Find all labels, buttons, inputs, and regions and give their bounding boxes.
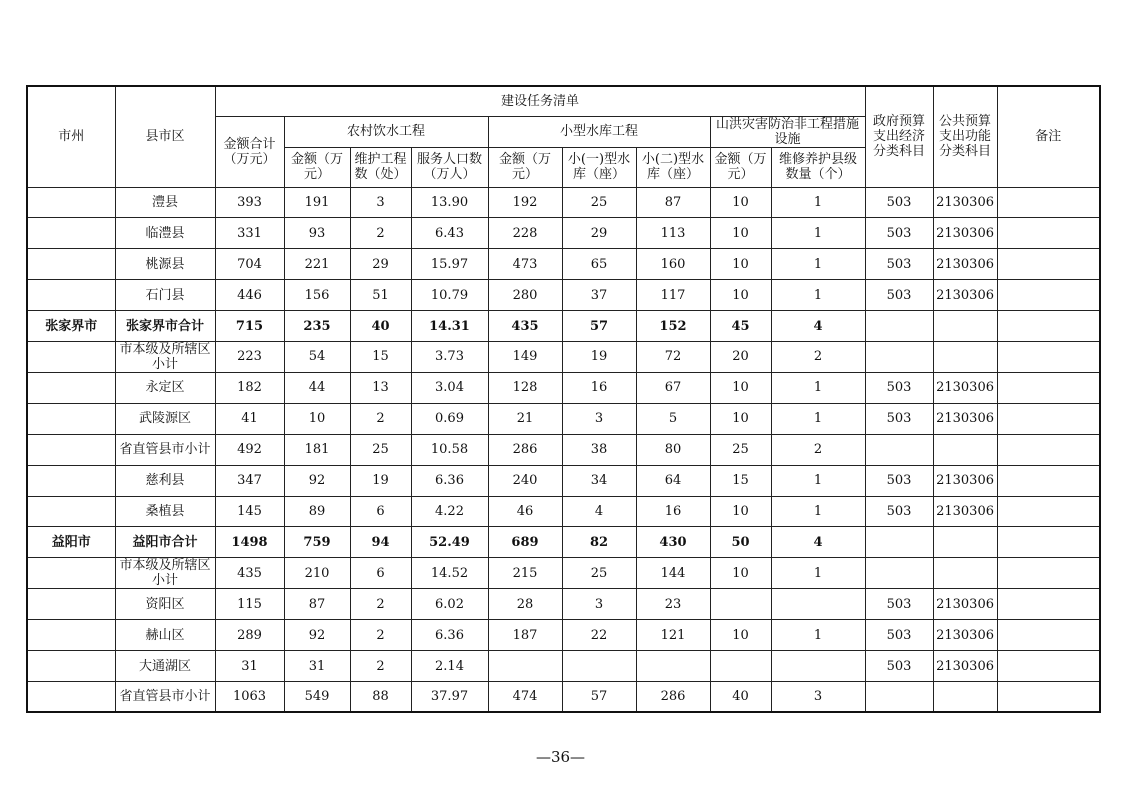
table-cell xyxy=(27,434,115,465)
header-sr-amount: 金额（万元） xyxy=(488,147,562,187)
table-cell: 1 xyxy=(771,403,865,434)
table-cell: 10 xyxy=(710,620,771,651)
table-cell: 6.36 xyxy=(411,620,488,651)
table-cell: 15 xyxy=(350,341,411,372)
table-cell: 资阳区 xyxy=(115,589,215,620)
table-cell: 221 xyxy=(284,249,350,280)
table-cell xyxy=(27,589,115,620)
table-cell xyxy=(27,341,115,372)
table-row xyxy=(27,589,1100,620)
table-cell xyxy=(865,434,933,465)
table-cell xyxy=(997,558,1100,589)
table-cell: 94 xyxy=(350,527,411,558)
table-cell: 13.90 xyxy=(411,187,488,218)
table-cell: 2130306 xyxy=(933,651,997,682)
table-cell: 6 xyxy=(350,558,411,589)
table-cell: 2 xyxy=(350,403,411,434)
table-cell xyxy=(27,620,115,651)
table-cell: 152 xyxy=(636,311,710,342)
table-cell: 40 xyxy=(710,681,771,712)
budget-table xyxy=(26,85,1101,713)
table-cell: 慈利县 xyxy=(115,465,215,496)
table-cell: 21 xyxy=(488,403,562,434)
table-cell: 145 xyxy=(215,496,284,527)
table-cell: 1 xyxy=(771,249,865,280)
table-cell: 80 xyxy=(636,434,710,465)
table-cell: 3 xyxy=(562,403,636,434)
table-cell: 澧县 xyxy=(115,187,215,218)
header-task-list: 建设任务清单 xyxy=(215,86,865,116)
table-cell: 省直管县市小计 xyxy=(115,434,215,465)
table-cell: 192 xyxy=(488,187,562,218)
table-cell xyxy=(997,341,1100,372)
table-cell xyxy=(865,558,933,589)
table-cell: 10 xyxy=(710,280,771,311)
table-cell: 503 xyxy=(865,187,933,218)
table-cell: 1 xyxy=(771,187,865,218)
table-cell: 430 xyxy=(636,527,710,558)
table-cell: 57 xyxy=(562,681,636,712)
table-cell: 473 xyxy=(488,249,562,280)
table-cell: 1 xyxy=(771,496,865,527)
table-cell xyxy=(27,280,115,311)
table-cell: 10 xyxy=(710,218,771,249)
table-cell xyxy=(865,527,933,558)
table-cell xyxy=(997,372,1100,403)
table-cell: 4 xyxy=(562,496,636,527)
table-cell: 144 xyxy=(636,558,710,589)
table-cell: 149 xyxy=(488,341,562,372)
table-row xyxy=(27,434,1100,465)
table-cell: 446 xyxy=(215,280,284,311)
table-cell: 3.73 xyxy=(411,341,488,372)
table-cell: 2130306 xyxy=(933,187,997,218)
table-cell: 武陵源区 xyxy=(115,403,215,434)
table-cell: 16 xyxy=(562,372,636,403)
table-cell xyxy=(997,465,1100,496)
table-cell: 张家界市 xyxy=(27,311,115,342)
header-remark: 备注 xyxy=(997,86,1100,187)
table-row xyxy=(27,187,1100,218)
table-cell: 503 xyxy=(865,280,933,311)
table-cell: 223 xyxy=(215,341,284,372)
table-cell xyxy=(771,651,865,682)
table-row xyxy=(27,651,1100,682)
table-row xyxy=(27,311,1100,342)
table-cell: 1 xyxy=(771,372,865,403)
table-cell: 1498 xyxy=(215,527,284,558)
table-cell xyxy=(27,681,115,712)
table-cell: 191 xyxy=(284,187,350,218)
table-cell: 128 xyxy=(488,372,562,403)
table-cell xyxy=(27,218,115,249)
table-cell: 23 xyxy=(636,589,710,620)
table-cell: 1 xyxy=(771,620,865,651)
table-cell: 51 xyxy=(350,280,411,311)
table-cell: 89 xyxy=(284,496,350,527)
table-cell xyxy=(710,589,771,620)
table-cell: 181 xyxy=(284,434,350,465)
table-row xyxy=(27,341,1100,372)
table-row xyxy=(27,218,1100,249)
header-rw-maint: 维护工程数（处） xyxy=(350,147,411,187)
table-cell: 46 xyxy=(488,496,562,527)
table-cell: 桃源县 xyxy=(115,249,215,280)
table-cell: 64 xyxy=(636,465,710,496)
table-cell: 93 xyxy=(284,218,350,249)
table-cell: 5 xyxy=(636,403,710,434)
table-cell: 1 xyxy=(771,218,865,249)
table-cell: 393 xyxy=(215,187,284,218)
table-cell: 40 xyxy=(350,311,411,342)
table-cell: 31 xyxy=(215,651,284,682)
table-cell: 3.04 xyxy=(411,372,488,403)
table-cell: 14.31 xyxy=(411,311,488,342)
table-cell: 286 xyxy=(488,434,562,465)
table-row xyxy=(27,280,1100,311)
table-cell: 大通湖区 xyxy=(115,651,215,682)
table-cell: 2130306 xyxy=(933,620,997,651)
table-cell: 503 xyxy=(865,249,933,280)
table-cell: 759 xyxy=(284,527,350,558)
header-gov-budget: 政府预算支出经济分类科目 xyxy=(865,86,933,187)
table-cell xyxy=(27,403,115,434)
table-cell: 503 xyxy=(865,589,933,620)
table-cell: 289 xyxy=(215,620,284,651)
table-cell: 92 xyxy=(284,620,350,651)
table-cell: 503 xyxy=(865,465,933,496)
header-sr-small1: 小(一)型水库（座） xyxy=(562,147,636,187)
table-cell xyxy=(27,651,115,682)
table-cell xyxy=(997,434,1100,465)
header-fl-amount: 金额（万元） xyxy=(710,147,771,187)
table-cell: 72 xyxy=(636,341,710,372)
table-cell: 2 xyxy=(350,589,411,620)
header-public-budget: 公共预算支出功能分类科目 xyxy=(933,86,997,187)
table-cell: 1 xyxy=(771,465,865,496)
table-cell: 113 xyxy=(636,218,710,249)
table-cell: 1 xyxy=(771,280,865,311)
table-cell xyxy=(27,558,115,589)
table-cell: 2130306 xyxy=(933,218,997,249)
table-cell: 29 xyxy=(562,218,636,249)
table-cell: 10 xyxy=(710,187,771,218)
table-cell: 54 xyxy=(284,341,350,372)
table-cell: 689 xyxy=(488,527,562,558)
table-cell: 3 xyxy=(562,589,636,620)
header-rural-water: 农村饮水工程 xyxy=(284,116,488,147)
table-row xyxy=(27,496,1100,527)
table-cell: 347 xyxy=(215,465,284,496)
table-cell: 0.69 xyxy=(411,403,488,434)
table-cell: 41 xyxy=(215,403,284,434)
table-cell xyxy=(997,651,1100,682)
table-cell: 6.36 xyxy=(411,465,488,496)
table-cell: 4 xyxy=(771,527,865,558)
table-cell: 25 xyxy=(710,434,771,465)
table-cell xyxy=(933,311,997,342)
table-row xyxy=(27,403,1100,434)
table-cell: 2 xyxy=(350,620,411,651)
table-cell: 10 xyxy=(710,496,771,527)
header-city: 市州 xyxy=(27,86,115,187)
header-small-reservoir: 小型水库工程 xyxy=(488,116,710,147)
table-cell: 235 xyxy=(284,311,350,342)
table-cell: 益阳市合计 xyxy=(115,527,215,558)
table-cell: 187 xyxy=(488,620,562,651)
table-cell: 280 xyxy=(488,280,562,311)
table-cell: 6.43 xyxy=(411,218,488,249)
header-rw-pop: 服务人口数（万人） xyxy=(411,147,488,187)
table-cell: 4 xyxy=(771,311,865,342)
table-cell xyxy=(865,681,933,712)
table-cell: 87 xyxy=(284,589,350,620)
table-cell xyxy=(933,527,997,558)
table-cell: 10 xyxy=(710,249,771,280)
table-cell: 503 xyxy=(865,403,933,434)
table-cell: 210 xyxy=(284,558,350,589)
table-cell: 117 xyxy=(636,280,710,311)
table-cell: 22 xyxy=(562,620,636,651)
table-cell: 38 xyxy=(562,434,636,465)
table-cell: 435 xyxy=(488,311,562,342)
table-cell xyxy=(865,341,933,372)
table-cell: 临澧县 xyxy=(115,218,215,249)
table-cell: 10 xyxy=(710,558,771,589)
table-cell: 15 xyxy=(710,465,771,496)
table-cell: 331 xyxy=(215,218,284,249)
table-cell: 2 xyxy=(350,651,411,682)
table-cell: 3 xyxy=(771,681,865,712)
table-cell: 45 xyxy=(710,311,771,342)
table-cell: 10 xyxy=(284,403,350,434)
table-cell: 永定区 xyxy=(115,372,215,403)
table-cell: 65 xyxy=(562,249,636,280)
table-cell xyxy=(997,218,1100,249)
table-cell: 92 xyxy=(284,465,350,496)
table-row xyxy=(27,558,1100,589)
table-cell: 2130306 xyxy=(933,372,997,403)
table-cell xyxy=(27,249,115,280)
table-cell: 29 xyxy=(350,249,411,280)
table-cell: 87 xyxy=(636,187,710,218)
table-cell: 182 xyxy=(215,372,284,403)
table-cell: 益阳市 xyxy=(27,527,115,558)
table-cell: 435 xyxy=(215,558,284,589)
table-cell xyxy=(997,496,1100,527)
table-row xyxy=(27,372,1100,403)
table-cell: 20 xyxy=(710,341,771,372)
table-cell xyxy=(997,187,1100,218)
table-cell: 25 xyxy=(562,187,636,218)
page-number: —36— xyxy=(535,748,586,766)
table-cell: 2130306 xyxy=(933,403,997,434)
table-cell: 2 xyxy=(350,218,411,249)
table-cell: 1 xyxy=(771,558,865,589)
table-cell: 10.79 xyxy=(411,280,488,311)
table-cell: 2 xyxy=(771,434,865,465)
table-cell: 2130306 xyxy=(933,280,997,311)
table-cell: 2130306 xyxy=(933,465,997,496)
table-cell: 88 xyxy=(350,681,411,712)
table-cell: 67 xyxy=(636,372,710,403)
table-cell: 2.14 xyxy=(411,651,488,682)
table-cell: 503 xyxy=(865,651,933,682)
table-cell: 57 xyxy=(562,311,636,342)
table-cell xyxy=(997,249,1100,280)
table-cell: 228 xyxy=(488,218,562,249)
table-cell: 10.58 xyxy=(411,434,488,465)
table-row xyxy=(27,465,1100,496)
header-sr-small2: 小(二)型水库（座） xyxy=(636,147,710,187)
table-cell: 10 xyxy=(710,372,771,403)
table-cell: 6 xyxy=(350,496,411,527)
table-cell xyxy=(933,558,997,589)
table-cell: 82 xyxy=(562,527,636,558)
table-cell: 15.97 xyxy=(411,249,488,280)
table-cell: 6.02 xyxy=(411,589,488,620)
table-cell xyxy=(997,403,1100,434)
table-cell xyxy=(997,311,1100,342)
table-cell xyxy=(997,620,1100,651)
table-cell xyxy=(488,651,562,682)
table-cell xyxy=(562,651,636,682)
table-cell xyxy=(997,681,1100,712)
table-cell: 715 xyxy=(215,311,284,342)
table-cell: 25 xyxy=(350,434,411,465)
header-rw-amount: 金额（万元） xyxy=(284,147,350,187)
table-cell: 37.97 xyxy=(411,681,488,712)
table-cell: 25 xyxy=(562,558,636,589)
table-cell xyxy=(27,465,115,496)
table-cell: 2130306 xyxy=(933,496,997,527)
table-cell: 121 xyxy=(636,620,710,651)
table-cell: 市本级及所辖区小计 xyxy=(115,341,215,372)
table-cell: 44 xyxy=(284,372,350,403)
table-cell: 19 xyxy=(562,341,636,372)
table-cell xyxy=(933,341,997,372)
table-cell: 474 xyxy=(488,681,562,712)
table-cell xyxy=(710,651,771,682)
table-cell xyxy=(997,280,1100,311)
table-cell: 37 xyxy=(562,280,636,311)
table-cell: 14.52 xyxy=(411,558,488,589)
table-cell: 286 xyxy=(636,681,710,712)
table-cell: 549 xyxy=(284,681,350,712)
table-cell: 34 xyxy=(562,465,636,496)
table-cell: 503 xyxy=(865,620,933,651)
table-cell: 156 xyxy=(284,280,350,311)
table-cell xyxy=(997,589,1100,620)
table-cell xyxy=(771,589,865,620)
header-total: 金额合计（万元） xyxy=(215,116,284,187)
table-cell: 10 xyxy=(710,403,771,434)
table-cell xyxy=(27,372,115,403)
table-cell: 50 xyxy=(710,527,771,558)
table-cell: 19 xyxy=(350,465,411,496)
table-cell: 张家界市合计 xyxy=(115,311,215,342)
table-cell: 省直管县市小计 xyxy=(115,681,215,712)
table-cell: 160 xyxy=(636,249,710,280)
table-cell: 赫山区 xyxy=(115,620,215,651)
table-cell xyxy=(933,434,997,465)
table-row xyxy=(27,681,1100,712)
header-flood: 山洪灾害防治非工程措施设施 xyxy=(710,116,865,147)
table-cell: 503 xyxy=(865,496,933,527)
table-cell: 2130306 xyxy=(933,249,997,280)
table-cell: 115 xyxy=(215,589,284,620)
table-cell: 市本级及所辖区小计 xyxy=(115,558,215,589)
table-cell: 503 xyxy=(865,218,933,249)
table-cell: 16 xyxy=(636,496,710,527)
table-cell: 13 xyxy=(350,372,411,403)
table-cell: 240 xyxy=(488,465,562,496)
table-cell: 3 xyxy=(350,187,411,218)
table-cell xyxy=(997,527,1100,558)
table-cell: 704 xyxy=(215,249,284,280)
table-cell xyxy=(27,496,115,527)
table-cell xyxy=(636,651,710,682)
table-cell xyxy=(865,311,933,342)
table-cell: 31 xyxy=(284,651,350,682)
table-row xyxy=(27,249,1100,280)
table-cell: 1063 xyxy=(215,681,284,712)
table-body xyxy=(27,187,1100,712)
table-cell: 215 xyxy=(488,558,562,589)
table-cell: 492 xyxy=(215,434,284,465)
table-cell: 503 xyxy=(865,372,933,403)
header-county: 县市区 xyxy=(115,86,215,187)
table-cell: 2 xyxy=(771,341,865,372)
header-fl-maint: 维修养护县级数量（个） xyxy=(771,147,865,187)
table-cell: 石门县 xyxy=(115,280,215,311)
table-row xyxy=(27,620,1100,651)
table-cell: 4.22 xyxy=(411,496,488,527)
table-cell: 52.49 xyxy=(411,527,488,558)
table-cell: 2130306 xyxy=(933,589,997,620)
table-cell xyxy=(27,187,115,218)
table-cell: 28 xyxy=(488,589,562,620)
table-cell: 桑植县 xyxy=(115,496,215,527)
table-row xyxy=(27,527,1100,558)
table-cell xyxy=(933,681,997,712)
